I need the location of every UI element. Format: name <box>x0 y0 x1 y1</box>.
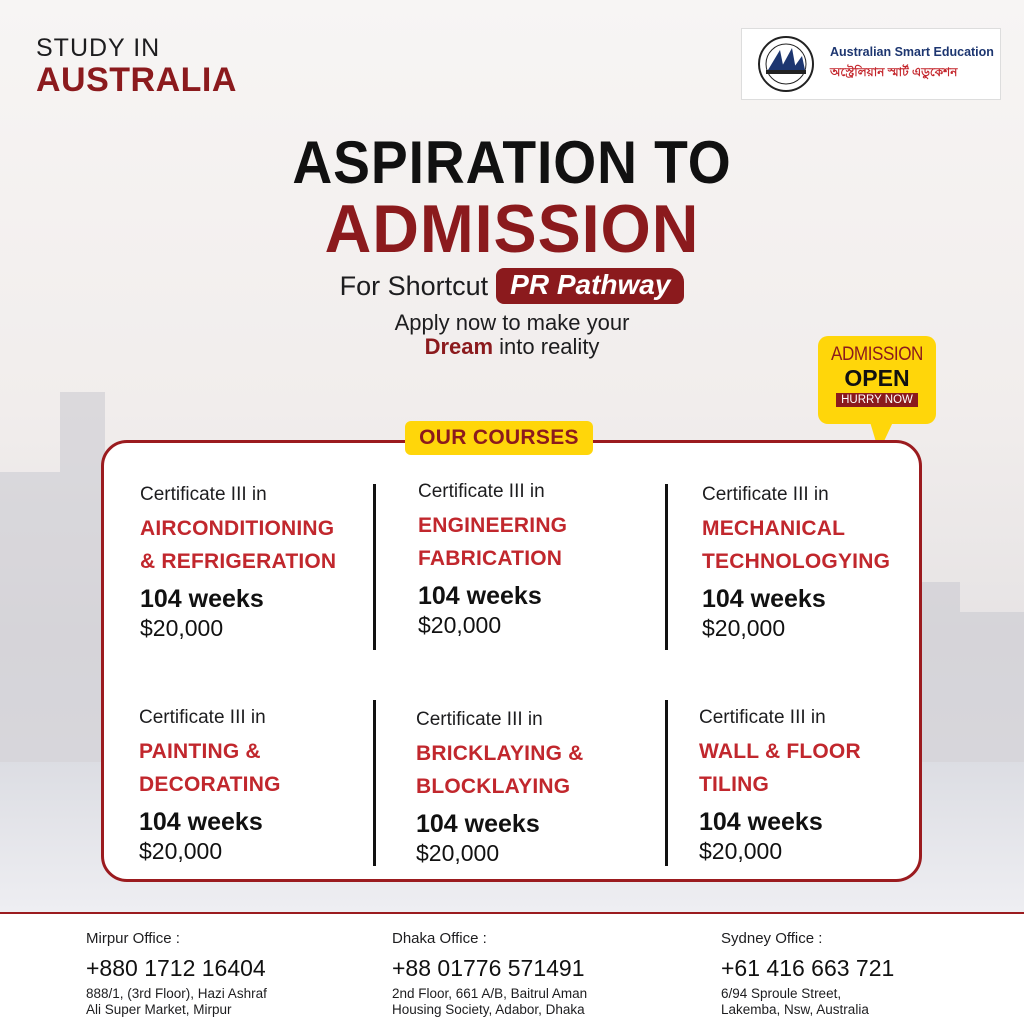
course-price: $20,000 <box>699 838 783 864</box>
course-prefix: Certificate III in <box>140 484 267 505</box>
divider <box>373 484 376 650</box>
office-phone[interactable]: +61 416 663 721 <box>721 955 895 981</box>
study-in-text: STUDY IN <box>36 34 161 62</box>
shortcut-line <box>0 268 1024 304</box>
course-title: WALL & FLOOR TILING <box>699 740 861 796</box>
our-courses-tag: OUR COURSES <box>405 421 593 455</box>
office-label: Dhaka Office : <box>392 930 487 947</box>
divider <box>665 484 668 650</box>
course-title: MECHANICAL TECHNOLOGYING <box>702 517 891 573</box>
course-card-mechanical <box>702 484 890 642</box>
badge-hurry-now: HURRY NOW <box>836 393 918 407</box>
course-title: ENGINEERING FABRICATION <box>418 514 568 570</box>
course-prefix: Certificate III in <box>416 709 543 730</box>
course-title: BRICKLAYING & BLOCKLAYING <box>416 742 584 798</box>
course-title: AIRCONDITIONING & REFRIGERATION <box>140 517 337 573</box>
office-address: 888/1, (3rd Floor), Hazi Ashraf Ali Super Market, Mirpur <box>86 986 267 1017</box>
office-dhaka <box>392 930 587 1018</box>
badge-admission: ADMISSION <box>831 344 923 365</box>
course-price: $20,000 <box>416 840 500 866</box>
course-prefix: Certificate III in <box>699 707 826 728</box>
logo-bengali-name: অস্ট্রেলিয়ান স্মার্ট এডুকেশন <box>830 64 958 79</box>
course-card-tiling <box>699 707 861 865</box>
headline-aspiration: ASPIRATION TO <box>292 129 732 196</box>
australia-text: AUSTRALIA <box>36 61 237 99</box>
course-duration: 104 weeks <box>418 582 542 610</box>
office-address: 2nd Floor, 661 A/B, Baitrul Aman Housing Society, Adabor, Dhaka <box>392 986 588 1017</box>
course-card-airconditioning <box>140 484 336 642</box>
divider <box>665 700 668 866</box>
office-address: 6/94 Sproule Street, Lakemba, Nsw, Australia <box>721 986 869 1017</box>
course-duration: 104 weeks <box>702 585 826 613</box>
study-in-australia-heading <box>36 36 237 97</box>
headline-admission: ADMISSION <box>324 191 700 267</box>
office-label: Sydney Office : <box>721 930 823 947</box>
course-price: $20,000 <box>139 838 223 864</box>
footer-offices <box>0 912 1024 1024</box>
course-card-engineering <box>418 481 567 639</box>
office-label: Mirpur Office : <box>86 930 180 947</box>
course-price: $20,000 <box>418 612 502 638</box>
course-price: $20,000 <box>140 615 224 641</box>
office-sydney <box>721 930 894 1018</box>
course-duration: 104 weeks <box>699 808 823 836</box>
course-prefix: Certificate III in <box>702 484 829 505</box>
course-card-painting <box>139 707 281 865</box>
badge-open: OPEN <box>844 365 910 391</box>
office-phone[interactable]: +880 1712 16404 <box>86 955 266 981</box>
course-duration: 104 weeks <box>140 585 264 613</box>
shortcut-text: For Shortcut <box>339 270 489 301</box>
admission-open-badge <box>818 336 936 424</box>
course-title: PAINTING & DECORATING <box>139 740 281 796</box>
pr-pathway-pill: PR Pathway <box>496 268 684 304</box>
logo-english-name: Australian Smart Education <box>830 44 994 59</box>
course-duration: 104 weeks <box>139 808 263 836</box>
apply-line-2-rest: into reality <box>493 334 600 359</box>
divider <box>373 700 376 866</box>
course-card-bricklaying <box>416 709 584 867</box>
course-price: $20,000 <box>702 615 786 641</box>
opera-house-emblem-icon <box>750 34 822 94</box>
dream-word: Dream <box>424 334 494 359</box>
apply-line-1: Apply now to make your <box>394 310 630 335</box>
course-prefix: Certificate III in <box>418 481 545 502</box>
office-mirpur <box>86 930 267 1018</box>
brand-logo <box>741 28 1001 100</box>
course-prefix: Certificate III in <box>139 707 266 728</box>
office-phone[interactable]: +88 01776 571491 <box>392 955 585 981</box>
course-duration: 104 weeks <box>416 810 540 838</box>
